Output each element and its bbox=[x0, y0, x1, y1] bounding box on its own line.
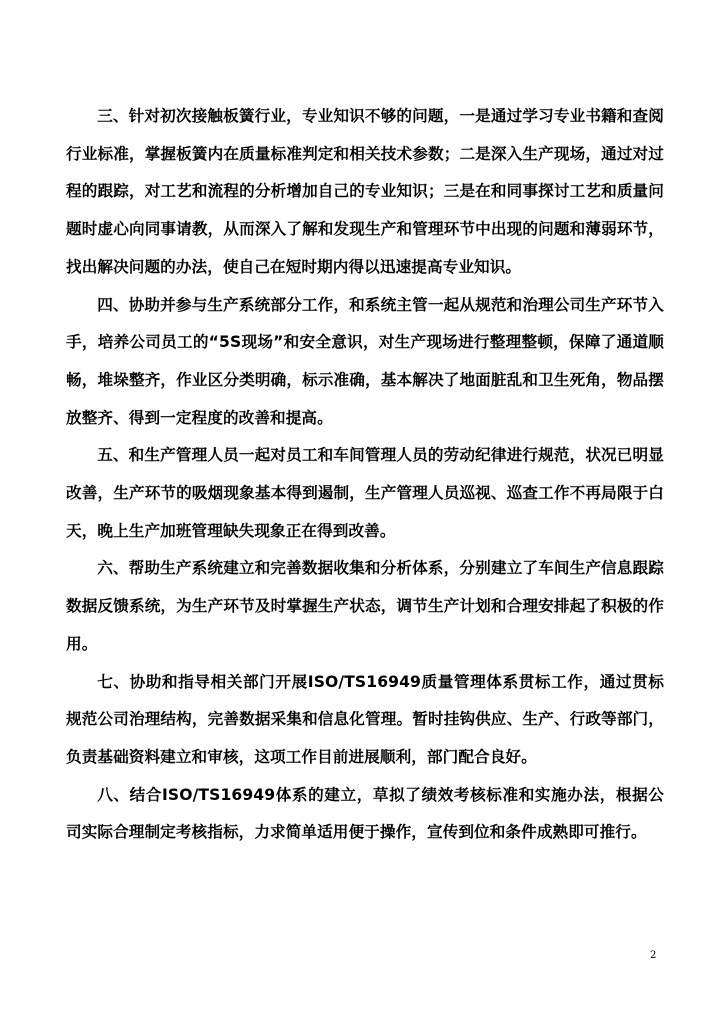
paragraph-item-7: 七、协助和指导相关部门开展ISO/TS16949质量管理体系贯标工作，通过贯标规范公司治理结构，完善数据采集和信息化管理。暂时挂钩供应、生产、行政等部门，负责基础资料建立和审核，这项工作目前进展顺利，部门配合良好。 bbox=[66, 672, 664, 766]
paragraph-item-6: 六、帮助生产系统建立和完善数据收集和分析体系，分别建立了车间生产信息跟踪数据反馈系统，为生产环节及时掌握生产状态，调节生产计划和合理安排起了积极的作用。 bbox=[66, 559, 664, 653]
page-number: 2 bbox=[650, 950, 657, 961]
paragraph-item-4: 四、协助并参与生产系统部分工作，和系统主管一起从规范和治理公司生产环节入手，培养公司员工的“5S现场”和安全意识，对生产现场进行整理整顿，保障了通道顺畅，堆垛整齐，作业区分类明确，标示准确，基本解决了地面脏乱和卫生死角，物品摆放整齐、得到一定程度的改善和提高。 bbox=[66, 295, 664, 427]
document-body bbox=[66, 98, 664, 852]
paragraph-item-3: 三、针对初次接触板簧行业，专业知识不够的问题，一是通过学习专业书籍和查阅行业标准，掌握板簧内在质量标准判定和相关技术参数；二是深入生产现场，通过对过程的跟踪，对工艺和流程的分析增加自己的专业知识；三是在和同事探讨工艺和质量问题时虚心向同事请教，从而深入了解和发现生产和管理环节中出现的问题和薄弱环节，找出解决问题的办法，使自己在短时期内得以迅速提高专业知识。 bbox=[66, 107, 664, 276]
paragraph-item-5: 五、和生产管理人员一起对员工和车间管理人员的劳动纪律进行规范，状况已明显改善，生产环节的吸烟现象基本得到遏制，生产管理人员巡视、巡查工作不再局限于白天，晚上生产加班管理缺失现象正在得到改善。 bbox=[66, 446, 664, 540]
paragraph-item-8: 八、结合ISO/TS16949体系的建立，草拟了绩效考核标准和实施办法，根据公司实际合理制定考核指标，力求简单适用便于操作，宣传到位和条件成熟即可推行。 bbox=[66, 785, 664, 842]
